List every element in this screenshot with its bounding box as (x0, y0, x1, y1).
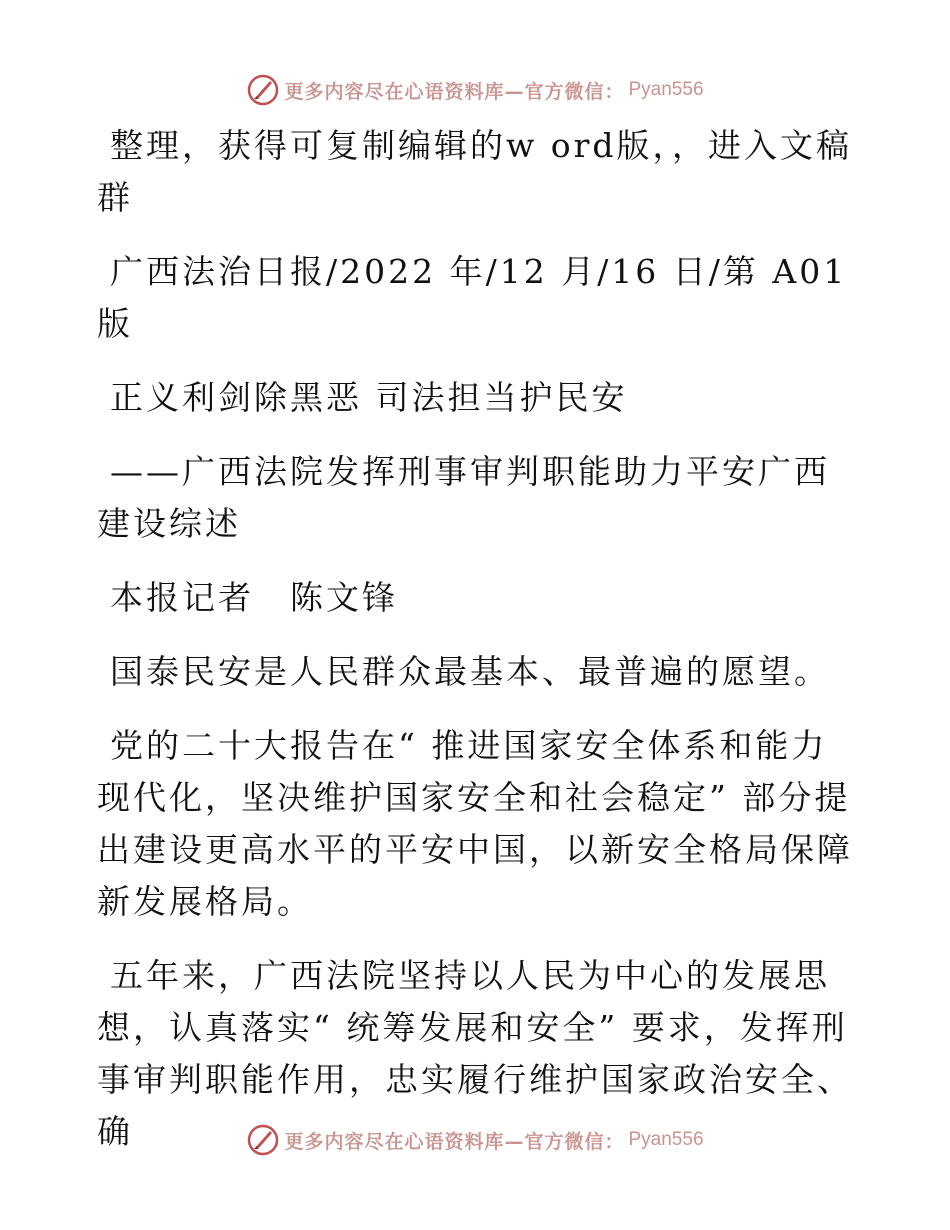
footer-watermark (0, 1122, 950, 1158)
paragraph-body-3: 五年来，广西法院坚持以人民为中心的发展思想，认真落实“ 统筹发展和安全” 要求，发挥刑事审判职能作用，忠实履行维护国家政治安全、确 (97, 956, 853, 1151)
quill-pen-logo-icon (246, 73, 280, 107)
watermark-handle: Pyan556 (628, 1129, 704, 1150)
article-subtitle: ——广西法院发挥刑事审判职能助力平安广西建设综述 (97, 452, 830, 543)
paragraph-body-2: 党的二十大报告在“ 推进国家安全体系和能力现代化，坚决维护国家安全和社会稳定” 部分提出建设更高水平的平安中国，以新安全格局保障新发展格局。 (97, 726, 853, 921)
paragraph-intro: 整理，获得可复制编辑的w ord版，，进入文稿群 (97, 126, 853, 217)
quill-pen-logo-icon (246, 1123, 280, 1157)
paragraph-body-1: 国泰民安是人民群众最基本、最普遍的愿望。 (110, 652, 830, 691)
article-title: 正义利剑除黑恶 司法担当护民安 (110, 378, 628, 417)
watermark-text: 更多内容尽在心语资料库—官方微信： (284, 1130, 625, 1153)
watermark-handle: Pyan556 (628, 79, 704, 100)
watermark-text: 更多内容尽在心语资料库—官方微信： (284, 80, 625, 103)
document-body (97, 120, 857, 1158)
header-watermark (0, 72, 950, 108)
article-byline: 本报记者 陈文锋 (110, 578, 398, 617)
paragraph-source: 广西法治日报/2022 年/12 月/16 日/第 A01 版 (97, 252, 848, 343)
